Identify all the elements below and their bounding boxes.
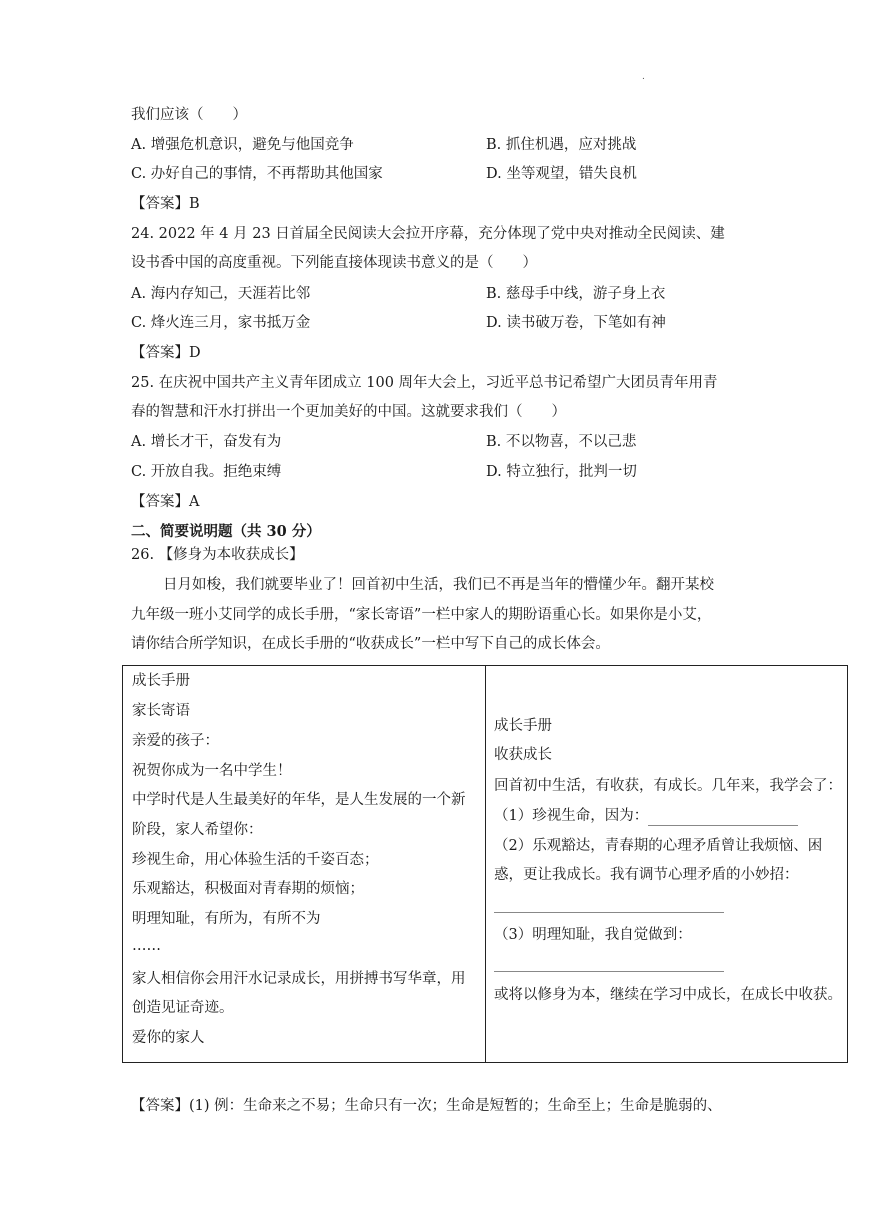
answer-blank-3[interactable] <box>494 971 724 972</box>
answer-blank-1[interactable] <box>648 811 798 826</box>
left-line: 阶段，家人希望你： <box>132 822 263 838</box>
q24-option-d: D. 读书破万卷，下笔如有神 <box>486 315 666 331</box>
page-marker-dot: . <box>642 72 645 82</box>
table-column-divider <box>485 666 486 1062</box>
left-line: 祝贺你成为一名中学生！ <box>132 763 292 779</box>
right-handbook-title: 成长手册 <box>494 718 552 734</box>
q25-stem-line1: 25. 在庆祝中国共产主义青年团成立 100 周年大会上，习近平总书记希望广大团员青年用青 <box>131 375 718 391</box>
q24-option-c: C. 烽火连三月，家书抵万金 <box>131 315 311 331</box>
left-section-label: 家长寄语 <box>132 703 190 719</box>
left-line: 家人相信你会用汗水记录成长，用拼搏书写华章，用 <box>132 971 466 987</box>
q25-stem-line2: 春的智慧和汗水打拼出一个更加美好的中国。这就要求我们（ ） <box>131 404 566 420</box>
section-heading: 二、简要说明题（共 30 分） <box>131 523 321 540</box>
right-item-2-line1: （2）乐观豁达，青春期的心理矛盾曾让我烦恼、困 <box>494 838 823 854</box>
q24-stem-line2: 设书香中国的高度重视。下列能直接体现读书意义的是（ ） <box>131 255 537 271</box>
right-item-2-line2: 惑，更让我成长。我有调节心理矛盾的小妙招： <box>494 867 799 883</box>
right-item-1-label: （1）珍视生命，因为： <box>494 808 649 824</box>
q26-paragraph-line3: 请你结合所学知识，在成长手册的“收获成长”一栏中写下自己的成长体会。 <box>131 636 610 652</box>
q24-stem-line1: 24. 2022 年 4 月 23 日首届全民阅读大会拉开序幕，充分体现了党中央对推动全民阅读、建 <box>131 226 725 242</box>
left-signature: 爱你的家人 <box>132 1030 205 1046</box>
left-line: 明理知耻，有所为，有所不为 <box>132 911 321 927</box>
left-greeting: 亲爱的孩子： <box>132 733 219 749</box>
q24-answer: 【答案】D <box>131 345 201 361</box>
q26-answer: 【答案】(1) 例：生命来之不易；生命只有一次；生命是短暂的；生命至上；生命是脆弱的、 <box>131 1098 722 1114</box>
left-line: 珍视生命，用心体验生活的千姿百态； <box>132 852 379 868</box>
q25-option-b: B. 不以物喜，不以己悲 <box>486 434 637 450</box>
right-intro: 回首初中生活，有收获，有成长。几年来，我学会了： <box>494 778 842 794</box>
q26-paragraph-line1: 日月如梭，我们就要毕业了！回首初中生活，我们已不再是当年的懵懂少年。翻开某校 <box>163 577 714 593</box>
q25-option-d: D. 特立独行，批判一切 <box>486 464 637 480</box>
q25-answer: 【答案】A <box>131 494 200 510</box>
q23-answer: 【答案】B <box>131 196 200 212</box>
left-line: 中学时代是人生最美好的年华，是人生发展的一个新 <box>132 792 466 808</box>
q24-option-b: B. 慈母手中线，游子身上衣 <box>486 286 666 302</box>
left-handbook-title: 成长手册 <box>132 673 190 689</box>
q23-option-b: B. 抓住机遇，应对挑战 <box>486 137 637 153</box>
left-line: 乐观豁达，积极面对青春期的烦恼； <box>132 881 364 897</box>
right-section-label: 收获成长 <box>494 747 552 763</box>
right-item-1 <box>494 806 798 826</box>
right-closing: 或将以修身为本，继续在学习中成长，在成长中收获。 <box>494 987 842 1003</box>
q23-option-d: D. 坐等观望，错失良机 <box>486 166 637 182</box>
right-item-3: （3）明理知耻，我自觉做到： <box>494 927 692 943</box>
answer-blank-2[interactable] <box>494 912 724 913</box>
q25-option-a: A. 增长才干，奋发有为 <box>131 434 282 450</box>
q26-paragraph-line2: 九年级一班小艾同学的成长手册，“家长寄语”一栏中家人的期盼语重心长。如果你是小艾， <box>131 607 712 623</box>
q23-option-c: C. 办好自己的事情，不再帮助其他国家 <box>131 166 383 182</box>
q23-stem-end: 我们应该（ ） <box>131 107 247 123</box>
left-line: 创造见证奇迹。 <box>132 1000 234 1016</box>
growth-handbook-table <box>122 665 848 1063</box>
q26-title: 26. 【修身为本收获成长】 <box>131 547 304 563</box>
q25-option-c: C. 开放自我。拒绝束缚 <box>131 464 282 480</box>
q23-option-a: A. 增强危机意识，避免与他国竞争 <box>131 137 354 153</box>
q24-option-a: A. 海内存知己，天涯若比邻 <box>131 286 311 302</box>
left-ellipsis: …… <box>132 938 161 954</box>
